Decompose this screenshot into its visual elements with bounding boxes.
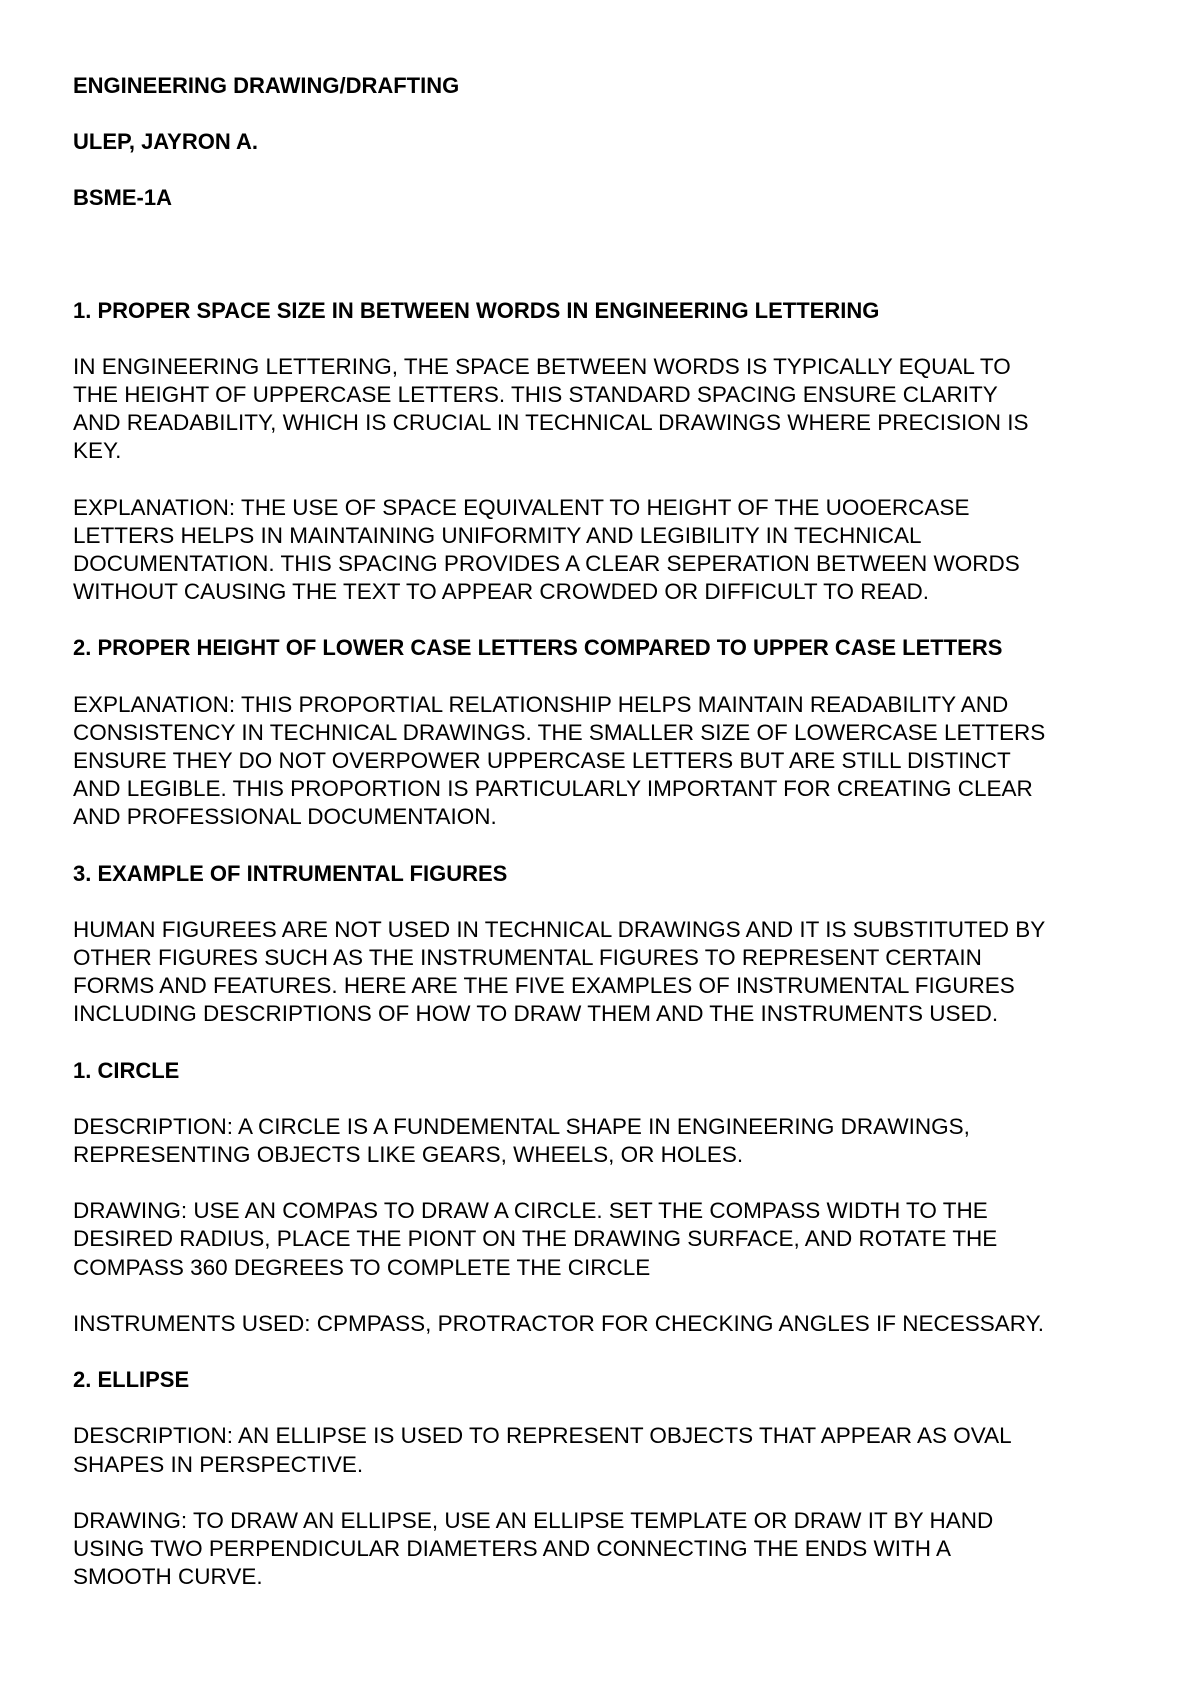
text-line: IN ENGINEERING LETTERING, THE SPACE BETWEEN WORDS IS TYPICALLY EQUAL TO — [73, 353, 1011, 379]
text-line: FORMS AND FEATURES. HERE ARE THE FIVE EXAMPLES OF INSTRUMENTAL FIGURES — [73, 973, 1015, 999]
text-line: KEY. — [73, 438, 122, 464]
circle-title: 1. CIRCLE — [73, 1057, 180, 1083]
section-2-title: 2. PROPER HEIGHT OF LOWER CASE LETTERS COMPARED TO UPPER CASE LETTERS — [73, 635, 1003, 661]
text-line: COMPASS 360 DEGREES TO COMPLETE THE CIRCLE — [73, 1254, 651, 1280]
text-line: DRAWING: TO DRAW AN ELLIPSE, USE AN ELLIPSE TEMPLATE OR DRAW IT BY HAND — [73, 1507, 994, 1533]
section-1-paragraph-2 — [73, 494, 1153, 607]
text-line: AND READABILITY, WHICH IS CRUCIAL IN TECHNICAL DRAWINGS WHERE PRECISION IS — [73, 410, 1029, 436]
section-1-paragraph-1 — [73, 353, 1153, 466]
section-3-title: 3. EXAMPLE OF INTRUMENTAL FIGURES — [73, 860, 508, 886]
text-line: DESCRIPTION: A CIRCLE IS A FUNDEMENTAL SHAPE IN ENGINEERING DRAWINGS, — [73, 1113, 970, 1139]
text-line: CONSISTENCY IN TECHNICAL DRAWINGS. THE SMALLER SIZE OF LOWERCASE LETTERS — [73, 719, 1046, 745]
text-line: DRAWING: USE AN COMPAS TO DRAW A CIRCLE. SET THE COMPASS WIDTH TO THE — [73, 1198, 988, 1224]
text-line: WITHOUT CAUSING THE TEXT TO APPEAR CROWDED OR DIFFICULT TO READ. — [73, 579, 929, 605]
text-line: ENSURE THEY DO NOT OVERPOWER UPPERCASE LETTERS BUT ARE STILL DISTINCT — [73, 748, 1011, 774]
text-line: AND PROFESSIONAL DOCUMENTAION. — [73, 804, 497, 830]
ellipse-drawing — [73, 1507, 1153, 1592]
section-3-paragraph-1 — [73, 916, 1153, 1029]
text-line: USING TWO PERPENDICULAR DIAMETERS AND CONNECTING THE ENDS WITH A — [73, 1535, 952, 1561]
document-page — [73, 72, 1153, 1591]
text-line: DOCUMENTATION. THIS SPACING PROVIDES A CLEAR SEPERATION BETWEEN WORDS — [73, 551, 1020, 577]
text-line: REPRESENTING OBJECTS LIKE GEARS, WHEELS, OR HOLES. — [73, 1142, 744, 1168]
text-line: EXPLANATION: THIS PROPORTIAL RELATIONSHIP HELPS MAINTAIN READABILITY AND — [73, 691, 1009, 717]
ellipse-title: 2. ELLIPSE — [73, 1367, 190, 1393]
text-line: THE HEIGHT OF UPPERCASE LETTERS. THIS STANDARD SPACING ENSURE CLARITY — [73, 382, 998, 408]
circle-drawing — [73, 1197, 1153, 1282]
text-line: HUMAN FIGUREES ARE NOT USED IN TECHNICAL DRAWINGS AND IT IS SUBSTITUTED BY — [73, 916, 1046, 942]
text-line: SHAPES IN PERSPECTIVE. — [73, 1451, 364, 1477]
section-1-title: 1. PROPER SPACE SIZE IN BETWEEN WORDS IN ENGINEERING LETTERING — [73, 297, 880, 323]
ellipse-description — [73, 1422, 1153, 1478]
course-title: ENGINEERING DRAWING/DRAFTING — [73, 73, 460, 98]
text-line: DESIRED RADIUS, PLACE THE PIONT ON THE DRAWING SURFACE, AND ROTATE THE — [73, 1226, 998, 1252]
document-header — [73, 72, 1153, 213]
circle-description — [73, 1113, 1153, 1169]
text-line: LETTERS HELPS IN MAINTAINING UNIFORMITY AND LEGIBILITY IN TECHNICAL — [73, 522, 922, 548]
student-section: BSME-1A — [73, 185, 173, 211]
circle-instruments — [73, 1310, 1153, 1338]
text-line: AND LEGIBLE. THIS PROPORTION IS PARTICULARLY IMPORTANT FOR CREATING CLEAR — [73, 776, 1033, 802]
text-line: OTHER FIGURES SUCH AS THE INSTRUMENTAL FIGURES TO REPRESENT CERTAIN — [73, 945, 982, 971]
text-line: DESCRIPTION: AN ELLIPSE IS USED TO REPRESENT OBJECTS THAT APPEAR AS OVAL — [73, 1423, 1012, 1449]
text-line: INSTRUMENTS USED: CPMPASS, PROTRACTOR FOR CHECKING ANGLES IF NECESSARY. — [73, 1310, 1045, 1336]
text-line: INCLUDING DESCRIPTIONS OF HOW TO DRAW THEM AND THE INSTRUMENTS USED. — [73, 1001, 999, 1027]
student-name: ULEP, JAYRON A. — [73, 129, 259, 155]
section-2-paragraph-1 — [73, 691, 1153, 832]
text-line: EXPLANATION: THE USE OF SPACE EQUIVALENT TO HEIGHT OF THE UOOERCASE — [73, 494, 970, 520]
text-line: SMOOTH CURVE. — [73, 1564, 263, 1590]
